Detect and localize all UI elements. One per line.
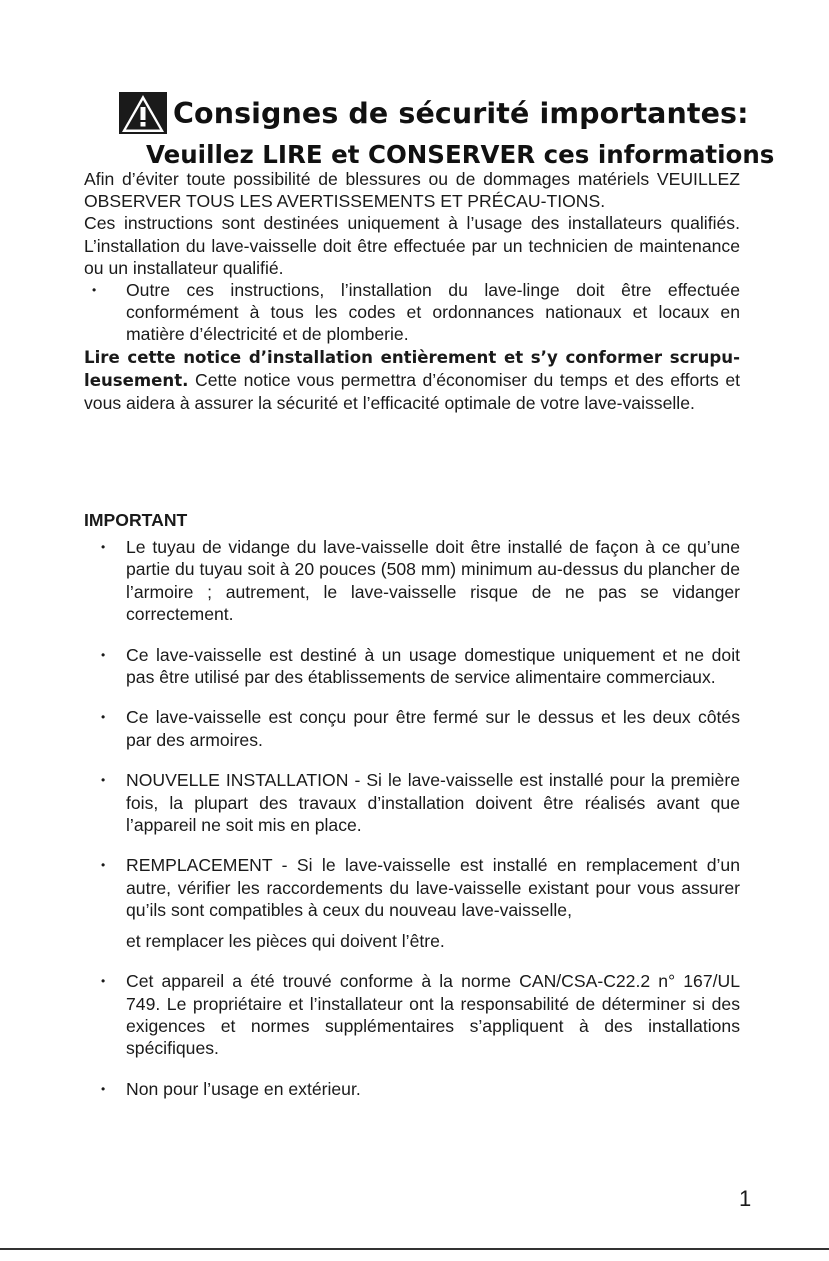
intro-lead-paragraph bbox=[84, 346, 740, 415]
bullet-icon: • bbox=[101, 858, 106, 873]
bullet-icon: • bbox=[101, 647, 106, 662]
bullet-icon: • bbox=[92, 283, 97, 298]
lead-text: Cette notice vous permettra d’économiser du temps et des efforts et vous aidera à assurer la sécurité et l’efficacité optimale de votre lave-vaisselle. bbox=[84, 369, 740, 414]
list-item bbox=[84, 854, 740, 921]
intro-bullet-text: Outre ces instructions, l’installation du lave-linge doit être effectuée conformément à tous les codes et ordonnances nationaux et locaux en matière d’électricité et de plomberie. bbox=[126, 280, 740, 345]
list-item-text: REMPLACEMENT - Si le lave-vaisselle est installé en remplacement d’un autre, vérifier les raccordements du lave-vaisselle existant pour vous assurer qu’ils sont compatibles à ceux du nouveau lave-vaisselle, bbox=[126, 855, 740, 921]
page-title: Consignes de sécurité importantes: bbox=[173, 96, 749, 130]
page-number: 1 bbox=[739, 1186, 752, 1211]
list-item bbox=[84, 1078, 740, 1100]
title-row bbox=[119, 90, 749, 136]
list-item-text: Non pour l’usage en extérieur. bbox=[126, 1078, 361, 1099]
bullet-icon: • bbox=[101, 773, 106, 788]
list-item-text: Ce lave-vaisselle est destiné à un usage domestique uniquement et ne doit pas être utilisé par des établissements de service alimentaire commerciaux. bbox=[126, 644, 740, 688]
intro-paragraph-1: Afin d’éviter toute possibilité de blessures ou de dommages matériels VEUILLEZ OBSERVER TOUS LES AVERTISSEMENTS ET PRÉCAU-TIONS. bbox=[84, 169, 740, 212]
list-item bbox=[84, 644, 740, 689]
list-item-text: et remplacer les pièces qui doivent l’être. bbox=[126, 930, 445, 951]
list-item-text: Ce lave-vaisselle est conçu pour être fermé sur le dessus et les deux côtés par des armoires. bbox=[126, 707, 740, 750]
lead-bold-text: Lire cette notice d’installation entièrement et s’y conformer scrupu-leusement. bbox=[84, 347, 740, 390]
list-item-text: Cet appareil a été trouvé conforme à la norme CAN/CSA-C22.2 n° 167/UL 749. Le propriétaire et l’installateur ont la responsabilité de déterminer si des exigences et normes supplémentaires s’appliquent à des installations spécifiques. bbox=[126, 971, 740, 1059]
page-subtitle: Veuillez LIRE et CONSERVER ces informations bbox=[146, 140, 775, 169]
list-item-continuation bbox=[84, 930, 740, 952]
important-heading: IMPORTANT bbox=[84, 510, 188, 530]
bullet-icon: • bbox=[101, 540, 106, 554]
intro-bullet bbox=[84, 279, 740, 346]
intro-paragraph-2: Ces instructions sont destinées uniquement à l’usage des installateurs qualifiés. L’installation du lave-vaisselle doit être effectuée par un technicien de maintenance ou un installateur qualifié. bbox=[84, 213, 740, 278]
bullet-icon: • bbox=[101, 974, 106, 989]
list-item bbox=[84, 970, 740, 1060]
intro-section bbox=[84, 168, 740, 414]
bottom-rule bbox=[0, 1248, 829, 1250]
list-item-text: NOUVELLE INSTALLATION - Si le lave-vaisselle est installé pour la première fois, la plupart des travaux d’installation doivent être réalisés avant que l’appareil ne soit mis en place. bbox=[126, 770, 740, 836]
bullet-icon: • bbox=[101, 1081, 106, 1096]
warning-triangle-icon bbox=[119, 92, 167, 134]
important-list bbox=[84, 536, 740, 1100]
list-item bbox=[84, 706, 740, 751]
list-item bbox=[84, 769, 740, 836]
list-item-text: Le tuyau de vidange du lave-vaisselle doit être installé de façon à ce qu’une partie du tuyau soit à 20 pouces (508 mm) minimum au-dessus du plancher de l’armoire ; autrement, le lave-vaisselle risque de ne pas se vidanger correctement. bbox=[126, 537, 740, 625]
list-item bbox=[84, 536, 740, 626]
bullet-icon: • bbox=[101, 710, 106, 725]
